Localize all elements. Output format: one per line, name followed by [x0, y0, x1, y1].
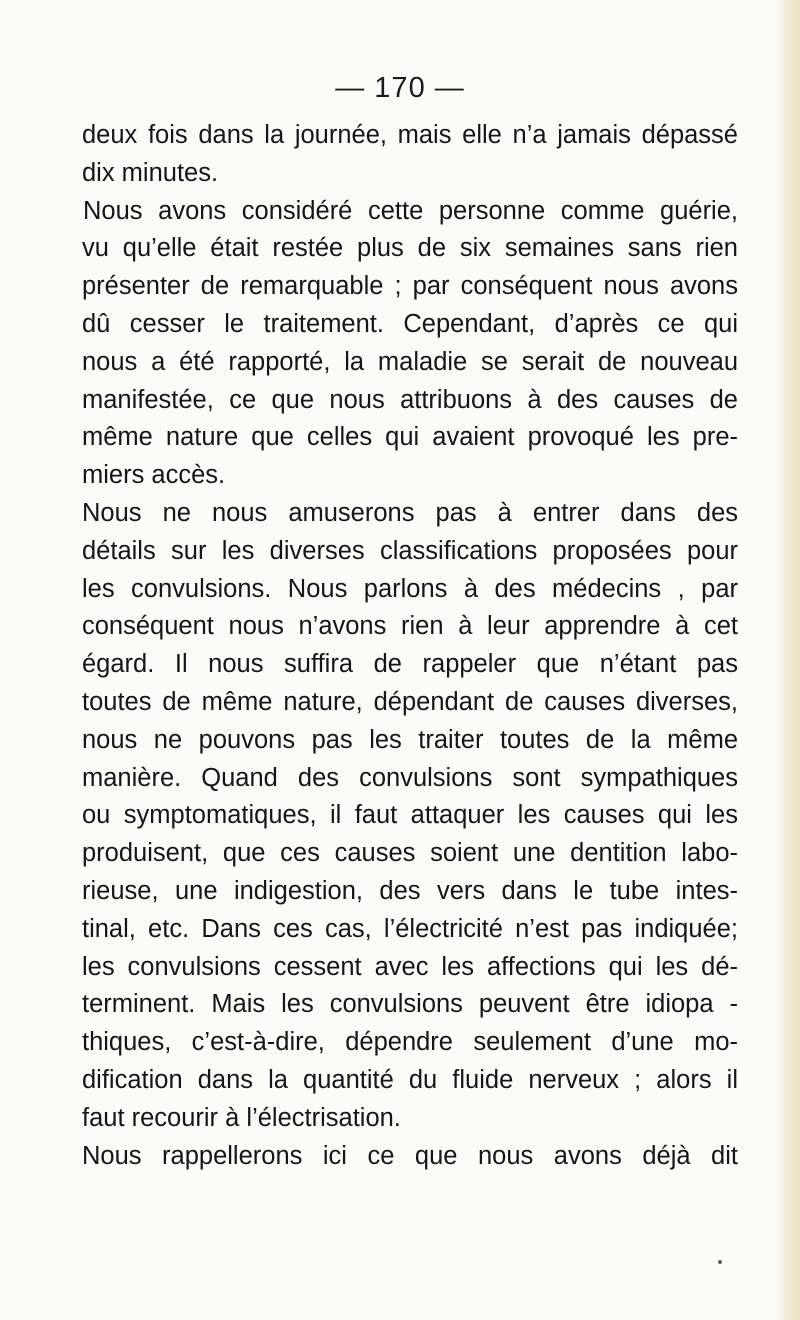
page-number: — 170 — [335, 72, 465, 104]
text-line: deux fois dans la journée, mais elle n’a jamais dépassé [82, 121, 738, 149]
text-line: détails sur les diverses classifications proposées pour [82, 536, 738, 565]
text-line: rieuse, une indigestion, des vers dans le tube intes- [82, 876, 738, 905]
text-line: thiques, c’est-à-dire, dépendre seulement d’une mo- [82, 1028, 738, 1057]
text-line: nous ne pouvons pas les traiter toutes de la même [82, 725, 738, 754]
text-line: toutes de même nature, dépendant de causes diverses, [82, 687, 738, 716]
text-line: dix minutes. [82, 158, 219, 187]
text-line: les convulsions cessent avec les affections qui les dé- [82, 952, 738, 981]
text-line: dification dans la quantité du fluide nerveux ; alors il [82, 1065, 738, 1094]
text-line: Nous avons considéré cette personne comme guérie, [83, 196, 738, 225]
body-text [82, 117, 738, 1175]
text-line: conséquent nous n’avons rien à leur apprendre à cet [82, 612, 738, 641]
text-line: produisent, que ces causes soient une dentition labo- [82, 839, 738, 868]
page-edge-shading [774, 0, 800, 1320]
text-line: terminent. Mais les convulsions peuvent être idiopa - [82, 990, 738, 1019]
text-line: vu qu’elle était restée plus de six semaines sans rien [82, 234, 738, 263]
text-line: dû cesser le traitement. Cependant, d’après ce qui [82, 309, 738, 338]
text-line: égard. Il nous suffira de rappeler que n’étant pas [82, 650, 738, 679]
text-line: les convulsions. Nous parlons à des médecins , par [82, 574, 738, 603]
text-line: présenter de remarquable ; par conséquent nous avons [82, 272, 738, 301]
text-line: manière. Quand des convulsions sont sympathiques [82, 763, 738, 792]
ink-speck [718, 1260, 722, 1264]
text-line: ou symptomatiques, il faut attaquer les causes qui les [82, 801, 738, 830]
text-line: Nous rappellerons ici ce que nous avons déjà dit [82, 1141, 738, 1170]
text-line: même nature que celles qui avaient provoqué les pre- [82, 423, 738, 452]
text-line: faut recourir à l’électrisation. [82, 1103, 401, 1132]
text-line: nous a été rapporté, la maladie se serait de nouveau [82, 347, 738, 376]
text-line: tinal, etc. Dans ces cas, l’électricité n’est pas indiquée; [82, 914, 738, 943]
text-line: miers accès. [82, 461, 226, 490]
text-line: Nous ne nous amuserons pas à entrer dans des [82, 498, 738, 527]
text-line: manifestée, ce que nous attribuons à des causes de [82, 385, 738, 414]
